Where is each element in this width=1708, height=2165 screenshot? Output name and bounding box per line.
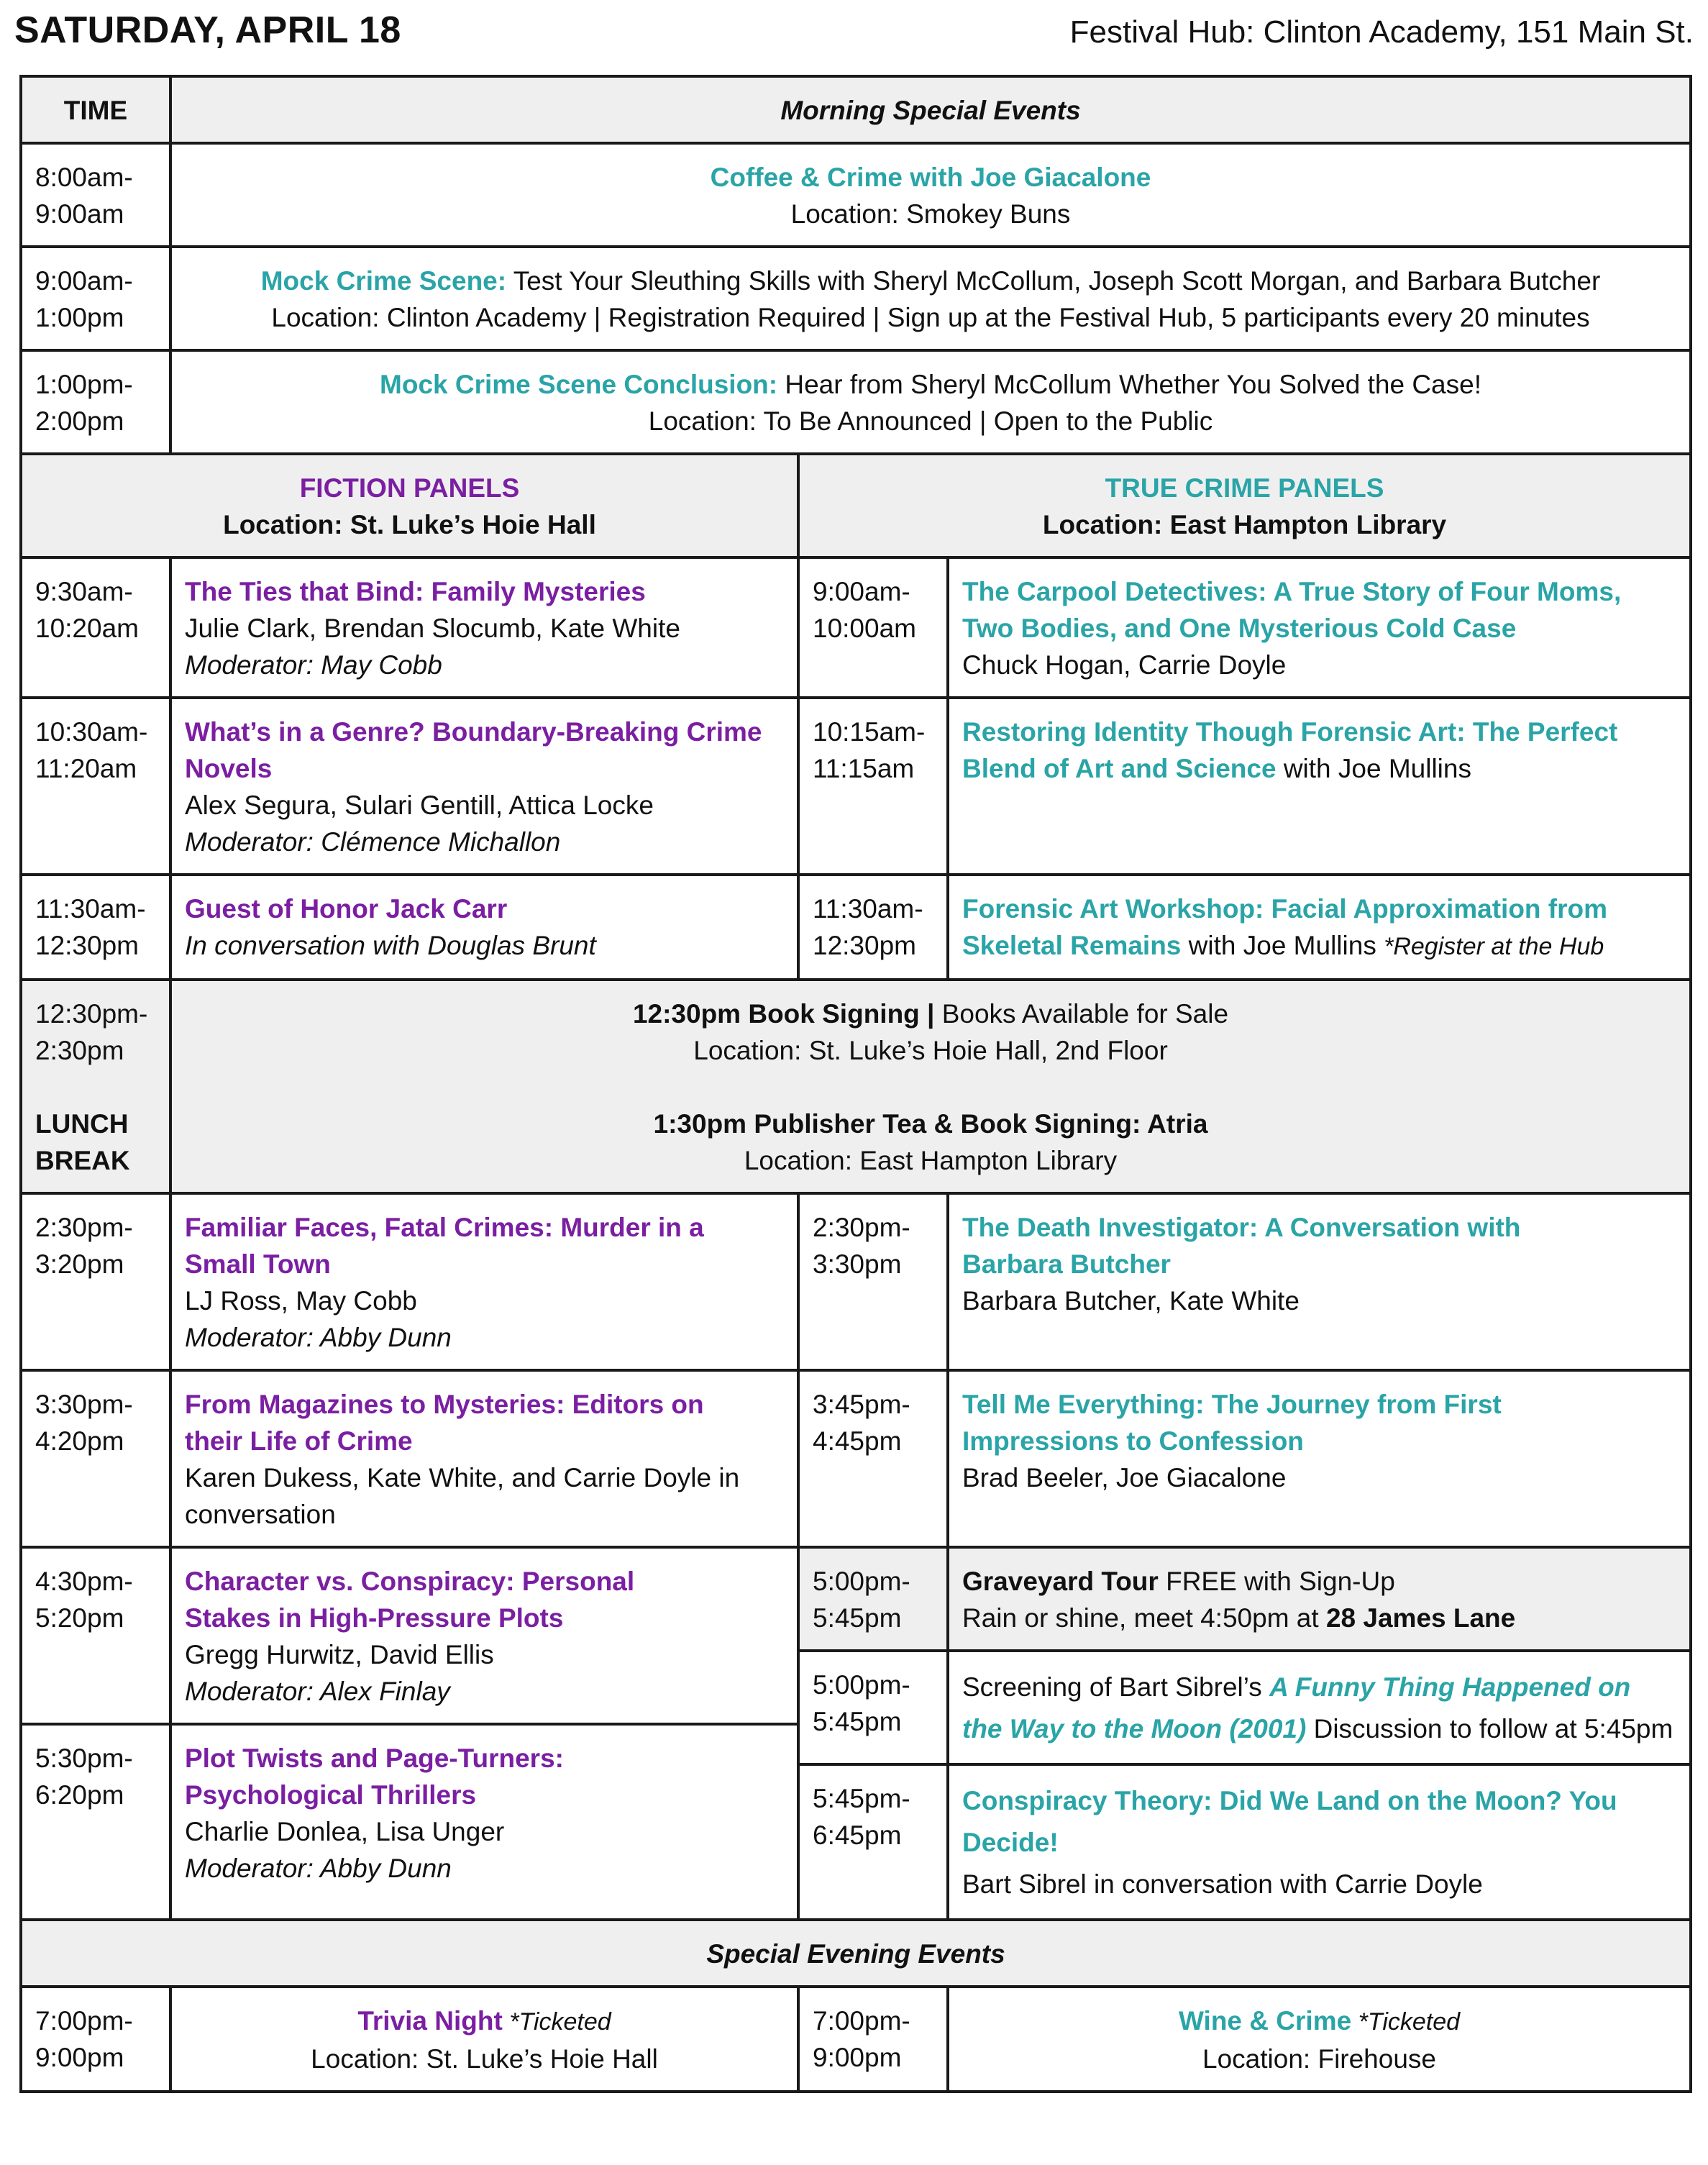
fiction-time: 2:30pm- 3:20pm: [21, 1193, 170, 1370]
panel-people: Charlie Donlea, Lisa Unger: [185, 1817, 505, 1846]
panel-title: The Carpool Detectives: A True Story of Four Moms, Two Bodies, and One Mysterious Cold Case: [962, 577, 1622, 643]
panel-row: [21, 698, 1691, 875]
event-location: Location: Firehouse: [1202, 2044, 1436, 2074]
panel-row: [21, 875, 1691, 980]
event-details: [170, 143, 1691, 247]
page-date: SATURDAY, APRIL 18: [14, 9, 401, 51]
panel-people: with Joe Mullins: [1181, 931, 1384, 960]
true-crime-time: 2:30pm- 3:30pm: [798, 1193, 948, 1370]
event-title: Coffee & Crime with Joe Giacalone: [710, 163, 1151, 192]
wine-crime-event: [948, 1987, 1691, 2092]
event-location: Location: Smokey Buns: [790, 199, 1071, 229]
lunch-break-row: [21, 980, 1691, 1193]
book-signing-title: 12:30pm Book Signing: [632, 999, 920, 1029]
true-crime-panel: [948, 698, 1691, 875]
true-crime-panels-header: TRUE CRIME PANELS Location: East Hampton Library: [798, 454, 1691, 557]
lunch-events: 12:30pm Book Signing | Books Available for Sale Location: St. Luke’s Hoie Hall, 2nd Floor 1:30pm Publisher Tea & Book Signing: Atria Location: East Hampton Library: [170, 980, 1691, 1193]
true-crime-panel: [948, 1370, 1691, 1547]
true-crime-panel: [948, 1764, 1691, 1920]
event-details: [170, 350, 1691, 454]
event-title: Trivia Night: [357, 2006, 503, 2036]
fiction-time: 4:30pm- 5:20pm: [21, 1547, 170, 1724]
event-details: [170, 247, 1691, 350]
panel-title: Character vs. Conspiracy: Personal Stakes in High-Pressure Plots: [185, 1567, 635, 1633]
panel-title: The Death Investigator: A Conversation with Barbara Butcher: [962, 1213, 1521, 1279]
true-crime-time: 11:30am- 12:30pm: [798, 875, 948, 980]
panel-people: Julie Clark, Brendan Slocumb, Kate White: [185, 614, 680, 643]
fiction-time: 9:30am- 10:20am: [21, 557, 170, 698]
event-description: Hear from Sheryl McCollum Whether You Solved the Case!: [777, 370, 1481, 399]
panel-title: Tell Me Everything: The Journey from First Impressions to Confession: [962, 1390, 1502, 1456]
morning-header-row: [21, 76, 1691, 143]
panel-moderator: Moderator: May Cobb: [185, 650, 442, 680]
true-crime-time: 10:15am- 11:15am: [798, 698, 948, 875]
true-crime-time: 5:00pm- 5:45pm: [798, 1651, 948, 1764]
schedule-table: [19, 75, 1692, 2093]
morning-section-title: Morning Special Events: [170, 76, 1691, 143]
true-crime-time: 3:45pm- 4:45pm: [798, 1370, 948, 1547]
fiction-panel: [170, 1547, 798, 1724]
panel-moderator: In conversation with Douglas Brunt: [185, 931, 596, 960]
panel-moderator: Moderator: Abby Dunn: [185, 1854, 452, 1883]
fiction-panel: [170, 1193, 798, 1370]
event-time: 1:00pm- 2:00pm: [21, 350, 170, 454]
fiction-time: 3:30pm- 4:20pm: [21, 1370, 170, 1547]
evening-event-row: [21, 1987, 1691, 2092]
ticket-note: *Ticketed: [502, 2008, 611, 2036]
ticket-note: *Ticketed: [1351, 2008, 1461, 2036]
morning-event-row: [21, 350, 1691, 454]
true-crime-panel: [948, 875, 1691, 980]
panel-moderator: Moderator: Clémence Michallon: [185, 827, 561, 857]
event-location: Location: Clinton Academy | Registration Required | Sign up at the Festival Hub, 5 participants every 20 minutes: [271, 303, 1590, 332]
lunch-time: 12:30pm- 2:30pm LUNCH BREAK: [21, 980, 170, 1193]
registration-note: *Register at the Hub: [1384, 933, 1604, 960]
panel-title: Plot Twists and Page-Turners: Psychological Thrillers: [185, 1744, 564, 1810]
trivia-night-event: [170, 1987, 798, 2092]
panel-title: Graveyard Tour: [962, 1567, 1159, 1596]
panel-row: [21, 1547, 1691, 1651]
evening-section-title: Special Evening Events: [21, 1920, 1691, 1987]
panel-people: Brad Beeler, Joe Giacalone: [962, 1463, 1287, 1492]
panel-people: with Joe Mullins: [1276, 754, 1471, 783]
true-crime-time: 9:00am- 10:00am: [798, 557, 948, 698]
fiction-time: 10:30am- 11:20am: [21, 698, 170, 875]
panel-title: A Funny Thing Happened on the Way to the Moon (2001): [962, 1672, 1631, 1744]
fiction-panel: [170, 1370, 798, 1547]
true-crime-panel: [948, 1193, 1691, 1370]
true-crime-panel: Graveyard Tour FREE with Sign-Up Rain or shine, meet 4:50pm at 28 James Lane: [948, 1547, 1691, 1651]
event-location: Location: St. Luke’s Hoie Hall: [311, 2044, 658, 2074]
panel-moderator: Moderator: Abby Dunn: [185, 1323, 452, 1352]
festival-hub-location: Festival Hub: Clinton Academy, 151 Main St.: [1069, 14, 1694, 50]
panel-title: The Ties that Bind: Family Mysteries: [185, 577, 646, 606]
book-signing-location: Location: St. Luke’s Hoie Hall, 2nd Floor: [693, 1036, 1168, 1065]
panel-row: [21, 1193, 1691, 1370]
event-title: Mock Crime Scene:: [260, 266, 507, 296]
panel-people: Barbara Butcher, Kate White: [962, 1286, 1300, 1316]
panel-people: Chuck Hogan, Carrie Doyle: [962, 650, 1287, 680]
event-location: Location: To Be Announced | Open to the Public: [648, 406, 1213, 436]
event-title: Wine & Crime: [1178, 2006, 1352, 2036]
fiction-time: 5:30pm- 6:20pm: [21, 1724, 170, 1920]
true-crime-panel: [948, 557, 1691, 698]
panel-people: Alex Segura, Sulari Gentill, Attica Locke: [185, 790, 654, 820]
event-time: 9:00am- 1:00pm: [21, 247, 170, 350]
morning-event-row: [21, 247, 1691, 350]
evening-header-row: [21, 1920, 1691, 1987]
true-crime-panel: Screening of Bart Sibrel’s A Funny Thing Happened on the Way to the Moon (2001) Discussion to follow at 5:45pm: [948, 1651, 1691, 1764]
panel-moderator: Moderator: Alex Finlay: [185, 1677, 450, 1706]
panel-title: Forensic Art Workshop: Facial Approximation from Skeletal Remains: [962, 894, 1608, 960]
panel-title: Restoring Identity Though Forensic Art: The Perfect Blend of Art and Science: [962, 717, 1618, 783]
fiction-panel: [170, 557, 798, 698]
panel-title: Guest of Honor Jack Carr: [185, 894, 508, 924]
panel-people: LJ Ross, May Cobb: [185, 1286, 417, 1316]
fiction-panel: [170, 875, 798, 980]
fiction-panels-header: FICTION PANELS Location: St. Luke’s Hoie Hall: [21, 454, 798, 557]
publisher-tea-title: 1:30pm Publisher Tea & Book Signing: Atria: [653, 1109, 1208, 1139]
evening-time: 7:00pm- 9:00pm: [21, 1987, 170, 2092]
panel-title: Familiar Faces, Fatal Crimes: Murder in a Small Town: [185, 1213, 704, 1279]
event-time: 8:00am- 9:00am: [21, 143, 170, 247]
panel-row: [21, 1370, 1691, 1547]
panel-title: Conspiracy Theory: Did We Land on the Moon? You Decide!: [962, 1786, 1617, 1857]
panel-title: From Magazines to Mysteries: Editors on their Life of Crime: [185, 1390, 704, 1456]
panel-people: Bart Sibrel in conversation with Carrie Doyle: [962, 1869, 1483, 1899]
panel-people: Karen Dukess, Kate White, and Carrie Doyle in conversation: [185, 1463, 740, 1529]
morning-event-row: [21, 143, 1691, 247]
fiction-panel: [170, 1724, 798, 1920]
fiction-panel: [170, 698, 798, 875]
event-title: Mock Crime Scene Conclusion:: [380, 370, 778, 399]
fiction-time: 11:30am- 12:30pm: [21, 875, 170, 980]
panel-title: What’s in a Genre? Boundary-Breaking Crime Novels: [185, 717, 762, 783]
event-description: Test Your Sleuthing Skills with Sheryl McCollum, Joseph Scott Morgan, and Barbara Butcher: [506, 266, 1601, 296]
true-crime-time: 5:00pm- 5:45pm: [798, 1547, 948, 1651]
panel-people: Gregg Hurwitz, David Ellis: [185, 1640, 494, 1669]
panel-row: [21, 557, 1691, 698]
panels-header-row: [21, 454, 1691, 557]
evening-time: 7:00pm- 9:00pm: [798, 1987, 948, 2092]
time-column-header: TIME: [21, 76, 170, 143]
publisher-tea-location: Location: East Hampton Library: [744, 1146, 1118, 1175]
true-crime-time: 5:45pm- 6:45pm: [798, 1764, 948, 1920]
